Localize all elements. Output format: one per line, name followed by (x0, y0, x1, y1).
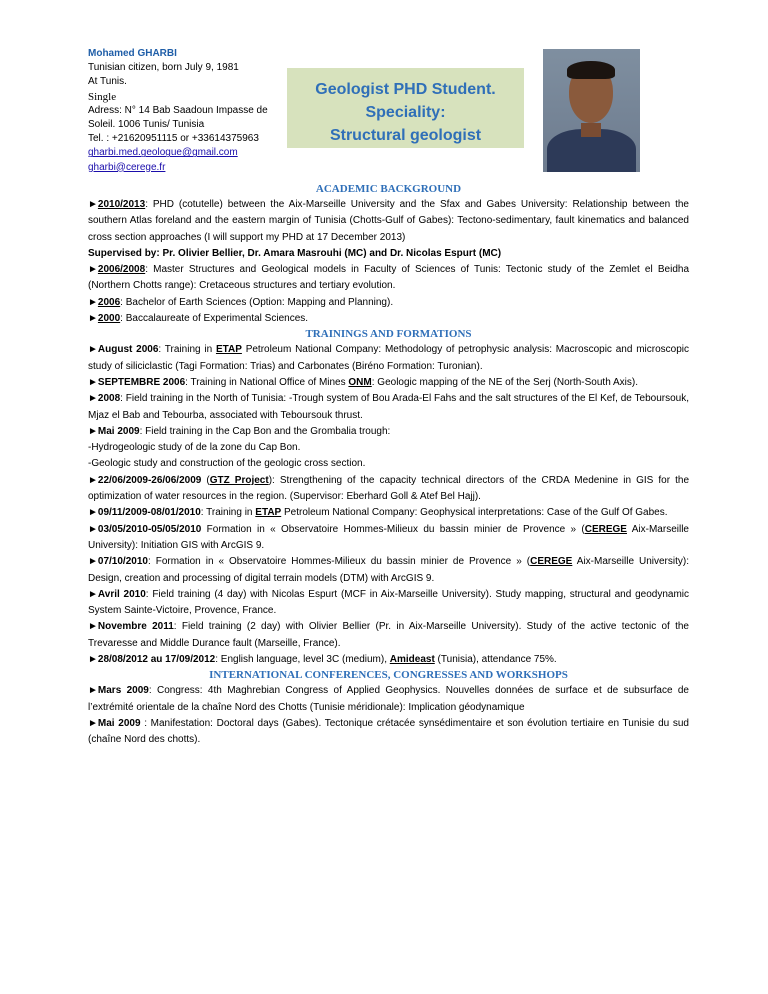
bullet-icon: ► (88, 621, 98, 633)
supervisors: Supervised by: Pr. Olivier Bellier, Dr. Amara Masrouhi (MC) and Dr. Nicolas Espurt (MC) (88, 247, 502, 259)
contact-address: Adress: N° 14 Bab Saadoun Impasse de Soleil. 1006 Tunis/ Tunisia (88, 104, 268, 131)
bullet-icon: ► (88, 523, 98, 535)
list-item: ►Mai 2009: Field training in the Cap Bon and the Grombalia trough: (88, 425, 391, 437)
bullet-icon: ► (88, 474, 98, 486)
contact-line: Single (88, 90, 117, 103)
bullet-icon: ► (88, 717, 98, 729)
list-item: ►August 2006: Training in ETAP Petroleum National Company: Methodology of petrophysic analysis: Macroscopic and microscopic study of siliciclastic (Tagi Formation: Trias) and Carbonates (Biréno Formation: Turonian). (88, 344, 689, 372)
bullet-icon: ► (88, 654, 98, 666)
list-item: ►2008: Field training in the North of Tunisia: -Trough system of Bou Arada-El Fahs and the salt structures of the El Kef, de Teboursouk, Mjaz el Bab and Tebourba, associated with Teboursouk thrust. (88, 393, 689, 421)
contact-block (88, 47, 288, 175)
title-line: Speciality: (365, 104, 446, 121)
bullet-icon: ► (88, 507, 98, 519)
section-heading-trainings: TRAININGS AND FORMATIONS (305, 328, 472, 341)
list-subitem: -Geologic study and construction of the geologic cross section. (88, 458, 366, 470)
bullet-icon: ► (88, 556, 98, 568)
contact-phone: Tel. : +21620951115 or +33614375963 (88, 133, 259, 145)
person-name: Mohamed GHARBI (88, 48, 177, 59)
email-link[interactable]: gharbi@cerege.fr (88, 161, 166, 173)
list-item: ►28/08/2012 au 17/09/2012: English language, level 3C (medium), Amideast (Tunisia), attendance 75%. (88, 654, 557, 666)
bullet-icon: ► (88, 344, 98, 356)
bullet-icon: ► (88, 376, 98, 388)
list-item: ►2006/2008: Master Structures and Geological models in Faculty of Sciences of Tunis: Tectonic study of the Zemlet el Beidha (Northern Chotts range): Cretaceous structures and tertiary evolution. (88, 264, 689, 292)
email-link[interactable]: gharbi.med.geologue@gmail.com (88, 147, 238, 159)
list-item: ►09/11/2009-08/01/2010: Training in ETAP Petroleum National Company: Geophysical interpretations: Case of the Gulf Of Gabes. (88, 507, 668, 519)
list-item: ►Novembre 2011: Field training (2 day) with Olivier Bellier (Pr. in Aix-Marseille University). Study of the active tectonic of the Trevaresse and Middle Durance fault (Marseille, France). (88, 621, 689, 649)
title-box (287, 68, 524, 148)
contact-line: Tunisian citizen, born July 9, 1981 (88, 62, 239, 74)
list-item: ►2006: Bachelor of Earth Sciences (Option: Mapping and Planning). (88, 296, 394, 308)
section-heading-conferences: INTERNATIONAL CONFERENCES, CONGRESSES AND WORKSHOPS (209, 669, 568, 682)
bullet-icon: ► (88, 313, 98, 325)
profile-photo (543, 49, 640, 172)
list-item: ►SEPTEMBRE 2006: Training in National Office of Mines ONM: Geologic mapping of the NE of the Serj (North-South Axis). (88, 376, 638, 388)
bullet-icon: ► (88, 199, 98, 210)
section-heading-academic: ACADEMIC BACKGROUND (315, 183, 462, 195)
list-item: ►2000: Baccalaureate of Experimental Sciences. (88, 313, 309, 325)
bullet-icon: ► (88, 685, 98, 697)
list-item: ►Mars 2009: Congress: 4th Maghrebian Congress of Applied Geophysics. Nouvelles données de surface et de subsurface de l’extrémité orientale de la chaîne Nord des Chotts (Tunisie méridionale): Implication géodynamique (88, 685, 689, 713)
list-subitem: -Hydrogeologic study of de la zone du Cap Bon. (88, 442, 301, 454)
cv-content (88, 182, 689, 749)
list-item: ►Mai 2009 : Manifestation: Doctoral days (Gabes). Tectonique crétacée synsédimentaire et son évolution tertiaire en Tunisie du sud (chaîne Nord des chotts). (88, 717, 689, 746)
title-line: Structural geologist (329, 127, 482, 144)
list-item: ►07/10/2010: Formation in « Observatoire Hommes-Milieux du bassin minier de Provence » (CEREGE Aix-Marseille University): Design, creation and processing of digital terrain models (DTM) with ArcGIS 9. (88, 556, 689, 584)
bullet-icon: ► (88, 264, 98, 276)
bullet-icon: ► (88, 296, 98, 308)
list-item: ►2010/2013: PHD (cotutelle) between the Aix-Marseille University and the Sfax and Gabes University: Relationship between the southern Atlas foreland and the eastern margin of Tunisia (Chotts-Gulf of Gabes): Tectono-sedimentary, fault kinematics and balanced cross section approaches (I will support my PHD at 17 December 2013) (88, 199, 689, 243)
list-item: ►Avril 2010: Field training (4 day) with Nicolas Espurt (MCF in Aix-Marseille University). Study mapping, structural and geodynamic System Sainte-Victoire, Provence, France. (88, 588, 689, 617)
bullet-icon: ► (88, 393, 98, 405)
bullet-icon: ► (88, 588, 98, 600)
list-item: ►22/06/2009-26/06/2009 (GTZ Project): Strengthening of the capacity technical directors of the CRDA Medenine in GIS for the optimization of water resources in the region. (Supervisor: Eberhard Goll & Atef Bel Hajj). (88, 474, 690, 503)
list-item: ►03/05/2010-05/05/2010 Formation in « Observatoire Hommes-Milieux du bassin minier de Provence » (CEREGE Aix-Marseille University): Initiation GIS with ArcGIS 9. (88, 523, 689, 551)
title-line: Geologist PHD Student. (315, 81, 496, 98)
bullet-icon: ► (88, 425, 98, 437)
contact-line: At Tunis. (88, 76, 127, 88)
